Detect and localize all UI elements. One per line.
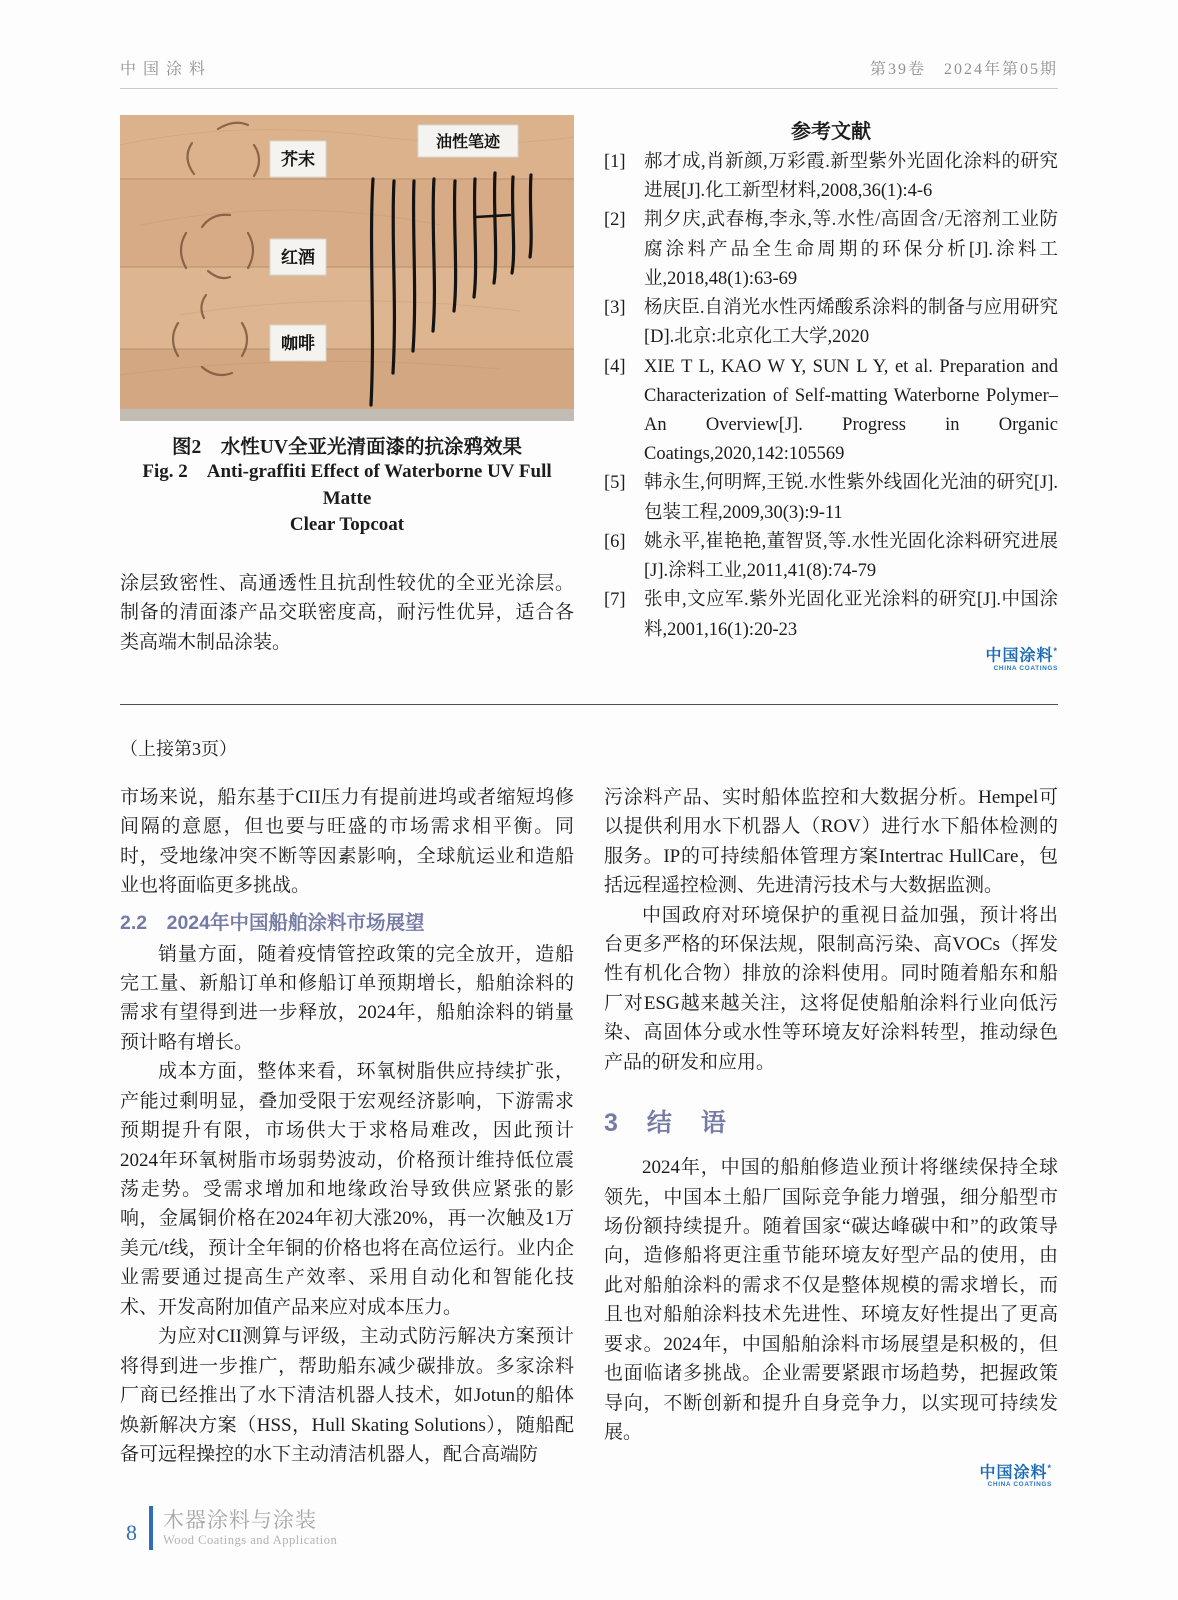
svg-text:咖啡: 咖啡 <box>281 334 315 353</box>
cii-paragraph: 为应对CII测算与评级，主动式防污解决方案预计将得到进一步推广，帮助船东减少碳排放。多家涂料厂商已经推出了水下清洁机器人技术，如Jotun的船体焕新解决方案（HSS，Hull Skating Solutions），随船配备可远程操控的水下主动清洁机器人，配合高端防 <box>120 1326 574 1465</box>
lower-left-column <box>120 783 574 1489</box>
upper-left-column <box>120 115 574 672</box>
reference-item <box>604 206 1058 294</box>
figure-caption-en-line2: Clear Topcoat <box>289 514 405 536</box>
reference-item <box>604 469 1058 527</box>
china-coatings-logo <box>604 1464 1052 1489</box>
lower-right-column <box>604 783 1058 1489</box>
issue-info: 第39卷 2024年第05期 <box>869 61 1058 78</box>
reference-text: 荆夕庆,武春梅,李永,等.水性/高固含/无溶剂工业防腐涂料产品全生命周期的环保分析[J].涂料工业,2018,48(1):63-69 <box>644 210 1058 289</box>
footer-section-zh: 木器涂料与涂装 <box>163 1507 317 1532</box>
svg-text:油性笔迹: 油性笔迹 <box>435 134 501 151</box>
logo-subtitle: CHINA COATINGS <box>987 1481 1052 1489</box>
topcoat-paragraph: 涂层致密性、高通透性且抗刮性较优的全亚光涂层。制备的清面漆产品交联密度高，耐污性优异，适合各类高端木制品涂装。 <box>120 572 574 653</box>
china-coatings-logo <box>604 647 1058 672</box>
svg-text:芥末: 芥末 <box>281 150 315 169</box>
logo-wordmark: 中国涂料 <box>979 1463 1048 1481</box>
label-red-wine <box>270 239 326 275</box>
journal-title: 中国涂料 <box>120 61 213 78</box>
reference-item <box>604 148 1058 206</box>
footer-divider-bar <box>149 1506 153 1550</box>
figure-photo <box>120 115 574 421</box>
reference-number: [5] <box>604 473 626 494</box>
reference-text: 姚永平,崔艳艳,董智贤,等.水性光固化涂料研究进展[J].涂料工业,2011,41(8):74-79 <box>644 531 1058 582</box>
reference-item <box>604 353 1058 470</box>
reference-number: [7] <box>604 590 626 611</box>
conclusion-heading: 3 结 语 <box>604 1109 728 1138</box>
reference-number: [1] <box>604 152 626 172</box>
references-column <box>604 115 1058 672</box>
reference-text: 张申,文应军.紫外光固化亚光涂料的研究[J].中国涂料,2001,16(1):20-23 <box>644 590 1058 640</box>
market-intro-continued: 市场来说，船东基于CII压力有提前进坞或者缩短坞修间隔的意愿，但也要与旺盛的市场需求相平衡。同时，受地缘冲突不断等因素影响，全球航运业和造船业也将面临更多挑战。 <box>120 786 574 897</box>
reference-item <box>604 528 1058 586</box>
footer-section-en: Wood Coatings and Application <box>163 1533 338 1548</box>
reference-number: [6] <box>604 531 626 552</box>
logo-mark: * <box>1053 645 1058 656</box>
running-header <box>120 56 1058 89</box>
page-footer <box>126 1506 337 1550</box>
environment-paragraph: 中国政府对环境保护的重视日益加强，预计将出台更多严格的环保法规，限制高污染、高VOCs（挥发性有机化合物）排放的涂料使用。同时随着船东和船厂对ESG越来越关注，这将促使船舶涂料行业向低污染、高固体分或水性等环境友好涂料转型，推动绿色产品的研发和应用。 <box>604 904 1058 1073</box>
section-heading-2-2: 2.2 2024年中国船舶涂料市场展望 <box>120 911 425 934</box>
logo-subtitle: CHINA COATINGS <box>993 664 1058 672</box>
logo-wordmark: 中国涂料 <box>985 647 1054 665</box>
label-mustard <box>270 141 326 177</box>
reference-number: [2] <box>604 210 626 231</box>
footer-page-number: 8 <box>126 1520 137 1545</box>
reference-text: 杨庆臣.自消光水性丙烯酸系涂料的制备与应用研究[D].北京:北京化工大学,2020 <box>644 298 1058 348</box>
label-oil-pen <box>418 125 518 157</box>
reference-number: [3] <box>604 298 626 319</box>
references-title: 参考文献 <box>791 121 871 143</box>
antifouling-paragraph-continued: 污涂料产品、实时船体监控和大数据分析。Hempel可以提供利用水下机器人（ROV）进行水下船体检测的服务。IP的可持续船体管理方案Intertrac HullCare，包括远程遥控检测、先进清污技术与大数据监测。 <box>604 786 1058 897</box>
reference-text: 韩永生,何明辉,王锐.水性紫外线固化光油的研究[J].包装工程,2009,30(3):9-11 <box>644 473 1058 523</box>
article-divider <box>120 704 1058 705</box>
lower-section <box>120 783 1058 1489</box>
reference-item <box>604 294 1058 352</box>
logo-mark: * <box>1047 1462 1052 1473</box>
sales-paragraph: 销量方面，随着疫情管控政策的完全放开，造船完工量、新船订单和修船订单预期增长，船舶涂料的需求有望得到进一步释放，2024年，船舶涂料的销量预计略有增长。 <box>120 943 574 1053</box>
figure-caption-zh: 图2 水性UV全亚光清面漆的抗涂鸦效果 <box>172 437 522 458</box>
conclusion-paragraph: 2024年，中国的船舶修造业预计将继续保持全球领先，中国本土船厂国际竞争能力增强，细分船型市场份额持续提升。随着国家“碳达峰碳中和”的政策导向，造修船将更注重节能环境友好型产品的使用，由此对船舶涂料的需求不仅是整体规模的需求增长，而且也对船舶涂料技术先进性、环境友好性提出了更高要求。2024年，中国船舶涂料市场展望是积极的，但也面临诸多挑战。企业需要紧跟市场趋势，把握政策导向，不断创新和提升自身竞争力，以实现可持续发展。 <box>604 1157 1058 1444</box>
figure-2 <box>120 115 574 539</box>
reference-text: XIE T L, KAO W Y, SUN L Y, et al. Preparation and Characterization of Self-matting Waterborne Polymer–An Overview[J]. Progress in Organic Coatings,2020,142:105569 <box>644 356 1058 465</box>
continuation-note: （上接第3页） <box>120 738 237 759</box>
label-coffee <box>270 325 326 361</box>
reference-item <box>604 586 1058 644</box>
figure-caption-en-line1: Fig. 2 Anti-graffiti Effect of Waterborne UV Full Matte <box>142 461 552 509</box>
reference-number: [4] <box>604 356 626 377</box>
upper-section <box>120 115 1058 672</box>
reference-text: 郝才成,肖新颜,万彩霞.新型紫外光固化涂料的研究进展[J].化工新型材料,2008,36(1):4-6 <box>644 152 1058 202</box>
svg-text:红酒: 红酒 <box>281 248 315 267</box>
cost-paragraph: 成本方面，整体来看，环氧树脂供应持续扩张，产能过剩明显，叠加受限于宏观经济影响，下游需求预期提升有限，市场供大于求格局难改，因此预计2024年环氧树脂市场弱势波动，价格预计维持低位震荡走势。受需求增加和地缘政治导致供应紧张的影响，金属铜价格在2024年初大涨20%，再一次触及1万美元/t线，预计全年铜的价格也将在高位运行。业内企业需要通过提高生产效率、采用自动化和智能化技术、开发高附加值产品来应对成本压力。 <box>120 1061 574 1318</box>
